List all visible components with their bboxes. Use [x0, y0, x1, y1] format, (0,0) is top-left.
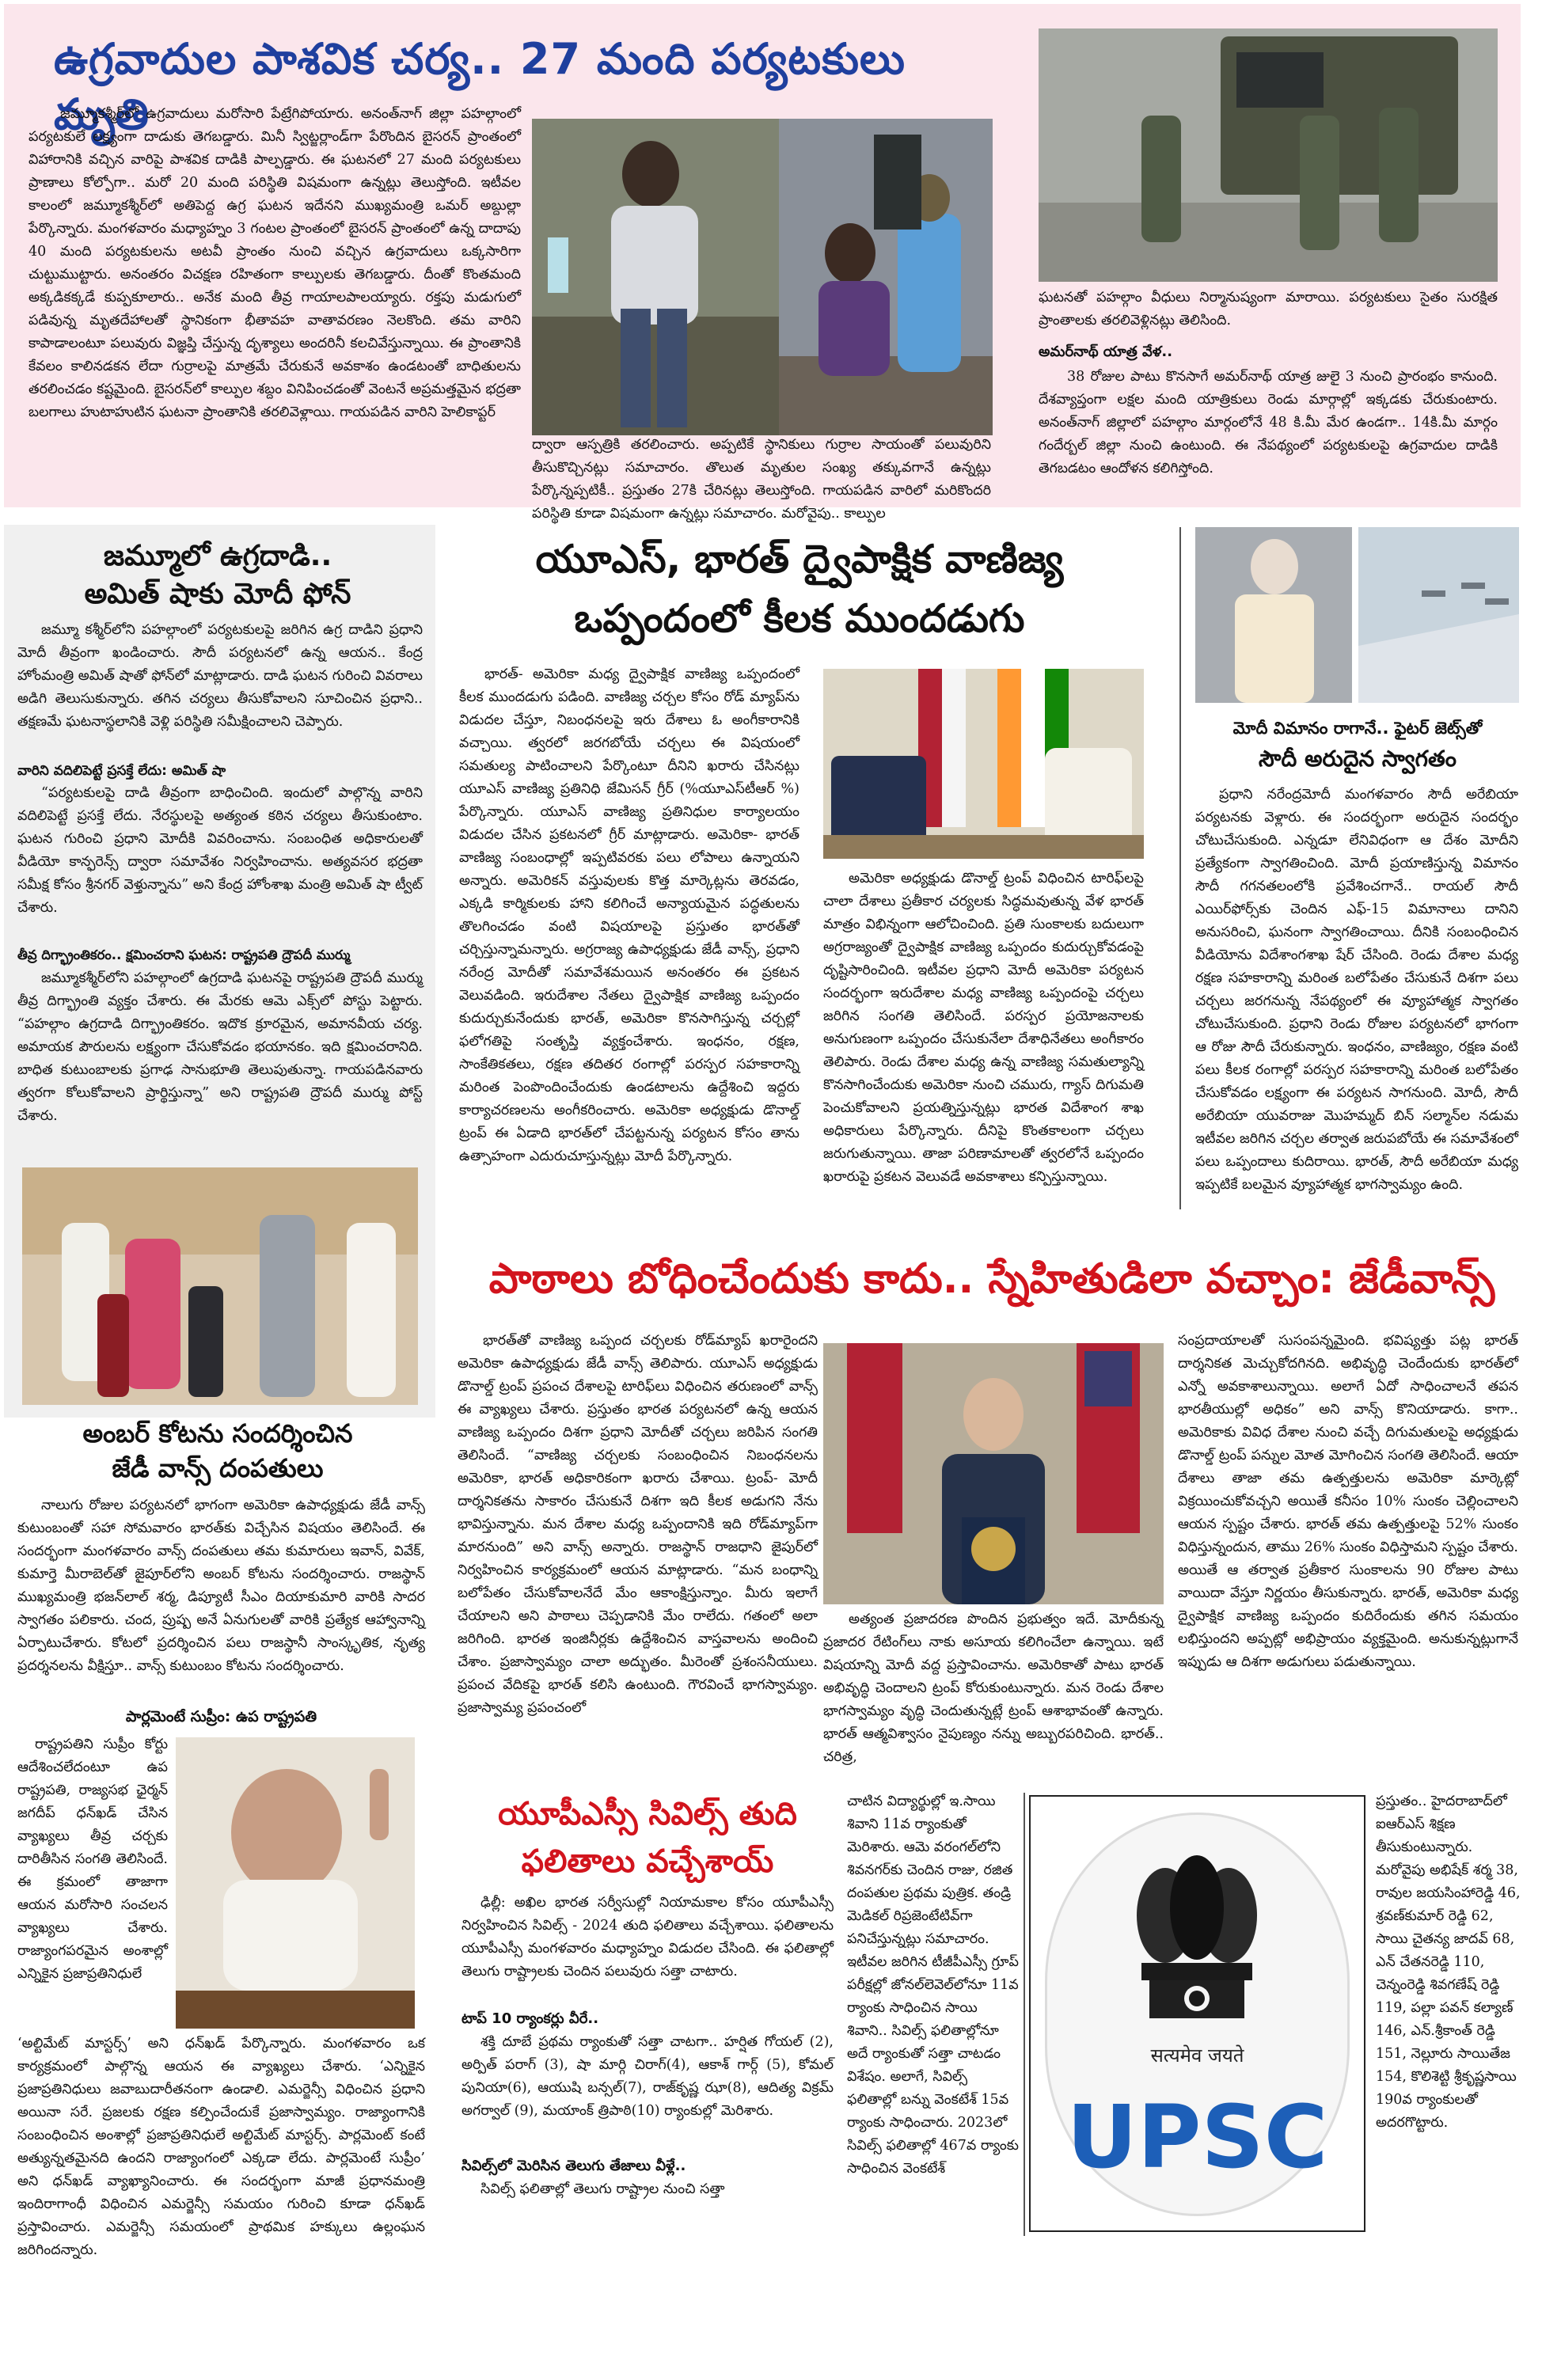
upsc-col3: ప్రస్తుతం.. హైదరాబాద్‌లో ఐఆర్ఎస్ శిక్షణ తీసుకుంటున్నారు. మరోవైపు అభిషేక్ శర్మ 38, రావుల జయసింహారెడ్డి 46, శ్రవణ్‌కుమార్ రెడ్డి 62, సాయి చైతన్య జాదవ్ 68, ఎన్ చేతనరెడ్డి 110, చెన్నంరెడ్డి శివగణేష్ రెడ్డి 119, పల్లా పవన్ కల్యాణ్ 146, ఎన్.శ్రీకాంత్ రెడ్డి 151, నెల్లూరు సాయితేజ 154, కొలిశెట్టి శ్రీకృష్ణసాయి 190వ ర్యాంకులతో అదరగొట్టారు. [1376, 1794, 1521, 2131]
ashoka-emblem-icon [1102, 1844, 1292, 2034]
vance-headline: పాఠాలు బోధించేందుకు కాదు.. స్నేహితుడిలా వచ్చాం: జేడీవాన్స్ [488, 1255, 1495, 1303]
president-subheading: తీవ్ర దిగ్భ్రాంతికరం.. క్షమించరాని ఘటన: రాష్ట్రపతి ద్రౌపదీ ముర్ము [17, 947, 351, 962]
dhankhar-para-1: రాష్ట్రపతిని సుప్రీం కోర్టు ఆదేశించలేదంటూ ఉప రాష్ట్రపతి, రాజ్యసభ ఛైర్మన్ జగదీప్ ధన్‌ఖడ్ చేసిన వ్యాఖ్యలు తీవ్ర చర్చకు దారితీసిన సంగతి తెలిసిందే. ఈ క్రమంలో తాజాగా ఆయన మరోసారి సంచలన వ్యాఖ్యలు చేశారు. రాజ్యాంగపరమైన అంశాల్లో ఎన్నికైన ప్రజాప్రతినిధులే [17, 1737, 168, 1982]
fighter-jets-photo [1358, 527, 1519, 703]
vance-amber-headline-1: అంబర్ కోటను సందర్శించిన [82, 1418, 353, 1448]
president-para: జమ్మూకశ్మీర్‌లోని పహల్గాంలో ఉగ్రదాడి ఘటనపై రాష్ట్రపతి ద్రౌపదీ ముర్ము తీవ్ర దిగ్భ్రాంతి వ్యక్తం చేశారు. ఈ మేరకు ఆమె ఎక్స్‌లో పోస్టు పెట్టారు. “పహల్గాం ఉగ్రదాడి దిగ్భ్రాంతికరం. ఇదొక క్రూరమైన, అమానవీయ చర్య. అమాయక పౌరులను లక్ష్యంగా చేసుకోవడం భయానకం. ఇది క్షమించరానిది. బాధిత కుటుంబాలకు ప్రగాఢ సానుభూతి తెలుపుతున్నా. గాయపడినవారు త్వరగా కోలుకోవాలని ప్రార్థిస్తున్నా” అని రాష్ట్రపతి ద్రౌపదీ ముర్ము పోస్ట్ చేశారు. [17, 970, 423, 1124]
trade-headline-1: యూఎస్, భారత్ ద్వైపాక్షిక వాణిజ్య [535, 537, 1064, 582]
upsc-headline-2: ఫలితాలు వచ్చేశాయ్ [521, 1843, 774, 1880]
upsc-subheading-telugu: సివిల్స్‌లో మెరిసిన తెలుగు తేజాలు వీళ్లే.. [461, 2158, 686, 2174]
dhankhar-para-2: ‘అల్టిమేట్ మాస్టర్స్’ అని ధన్‌ఖడ్ పేర్కొన్నారు. మంగళవారం ఒక కార్యక్రమంలో పాల్గొన్న ఆయన ఈ వ్యాఖ్యలు చేశారు. ‘ఎన్నికైన ప్రజాప్రతినిధులు జవాబుదారీతనంగా ఉండాలి. ఎమర్జెన్సీ విధించిన ప్రధాని అయినా సరే. ప్రజలకు రక్షణ కల్పించేందుకే ప్రజాస్వామ్యం. రాజ్యాంగానికి సంబంధించిన అంశాల్లో ప్రజాప్రతినిధులే అల్టిమేట్ మాస్టర్స్. పార్లమెంట్ కంటే అత్యున్నతమైనది ఉందని రాజ్యాంగంలో ఎక్కడా లేదు. పార్లమెంటే సుప్రీం’ అని ధన్‌ఖడ్ వ్యాఖ్యానించారు. ఈ సందర్భంగా మాజీ ప్రధానమంత్రి ఇందిరాగాంధీ విధించిన ఎమర్జెన్సీ సమయం గురించి కూడా ధన్‌ఖడ్ ప్రస్తావించారు. ఎమర్జెన్సీ సమయంలో ప్రాథమిక హక్కులు ఉల్లంఘన జరిగిందన్నారు. [17, 2036, 425, 2258]
top-photo-injured [532, 119, 779, 435]
upsc-para-3: సివిల్స్ ఫలితాల్లో తెలుగు రాష్ట్రాల నుంచి సత్తా [480, 2181, 725, 2197]
amit-shah-para-2: “పర్యటకులపై దాడి తీవ్రంగా బాధించింది. ఇందులో పాల్గొన్న వారిని వదిలిపెట్టే ప్రసక్తే లేదు. నేరస్థులపై అత్యంత కఠిన చర్యలు తీసుకుంటాం. ఘటన గురించి ప్రధాని మోదీకి వివరించాను. సంబంధిత అధికారులతో వీడియో కాన్ఫరెన్స్ ద్వారా సమావేశం నిర్వహించాను. అత్యవసర భద్రతా సమీక్ష కోసం శ్రీనగర్ వెళ్తున్నాను” అని కేంద్ర హోంశాఖ మంత్రి అమిత్ షా ట్వీట్ చేశారు. [17, 785, 423, 916]
vance-col3: సంప్రదాయాలతో సుసంపన్నమైంది. భవిష్యత్తు పట్ల భారత్ దార్శనికత మెచ్చుకోదగినది. అభివృద్ధి చెందేందుకు భారత్‌లో ఎన్నో అవకాశాలున్నాయి. అలాగే ఏదో సాధించాలనే తపన భారతీయుల్లో అధికం” అని వాన్స్ కొనియాడారు. కాగా.. అమెరికాకు వివిధ దేశాల నుంచి వచ్చే దిగుమతులపై అధ్యక్షుడు డొనాల్డ్ ట్రంప్ పన్నుల మోత మోగించిన సంగతి తెలిసిందే. ఆయా దేశాలు తాజా తమ ఉత్పత్తులను అమెరికా మార్కెట్లో విక్రయించుకోవచ్చని అయితే కనీసం 10% సుంకం చెల్లించాలని ఆయన స్పష్టం చేశారు. భారత్ తమ ఉత్పత్తులపై 52% సుంకం విధిస్తున్నందున, తాము 26% సుంకం విధిస్తామని స్పష్టం చేశారు. అయితే ఆ తర్వాత ప్రతీకార సుంకాలను 90 రోజుల పాటు వాయిదా వేస్తూ నిర్ణయం తీసుకున్నారు. భారత్, అమెరికా మధ్య ద్వైపాక్షిక వాణిజ్య ఒప్పందం కుదిరేందుకు తగిన సమయం లభిస్తుందని అప్పట్లో అభిప్రాయం వ్యక్తమైంది. అనుకున్నట్లుగానే ఇప్పుడు ఆ దిశగా అడుగులు పడుతున్నాయి. [1178, 1333, 1518, 1670]
divider [1024, 1793, 1025, 2236]
top-headline: ఉగ్రవాదుల పాశవిక చర్య.. 27 మంది పర్యటకులు మృతి [54, 34, 906, 139]
trade-headline-2: ఒప్పందంలో కీలక ముందడుగు [574, 596, 1025, 641]
amit-shah-subheading: వారిని వదిలిపెట్టే ప్రసక్తే లేదు: అమిత్ షా [17, 763, 226, 779]
trade-col1: భారత్- అమెరికా మధ్య ద్వైపాక్షిక వాణిజ్య ఒప్పందంలో కీలక ముందడుగు పడింది. వాణిజ్య చర్చల కోసం రోడ్ మ్యాప్‌ను విడుదల చేస్తూ, నిబంధనలపై ఇరు దేశాలు ఓ అంగీకారానికి వచ్చాయి. త్వరలో జరగబోయే చర్చలు ఈ విషయంలో సమతుల్య పాటించాలని పేర్కొంటూ దీనిని ఖరారు చేసినట్లు యూఎస్ వాణిజ్య ప్రతినిధి జేమిసన్ గ్రీర్ (%యూఎస్‌టీఆర్‌ %) పేర్కొన్నారు. యూఎస్ వాణిజ్య ప్రతినిధుల కార్యాలయం విడుదల చేసిన ప్రకటనలో గ్రీర్ మాట్లాడారు. అమెరికా- భారత్ వాణిజ్య సంబంధాల్లో ఇప్పటివరకు పలు లోపాలు ఉన్నాయని అన్నారు. అమెరికన్ వస్తువులకు కొత్త మార్కెట్లను తెరవడం, ఎక్కడి కార్మికులకు హాని కలిగించే అన్యాయమైన పద్ధతులను తొలగించడం వంటి విషయాలపై ప్రస్తుతం భారత్‌తో చర్చిస్తున్నామన్నారు. అగ్రరాజ్య ఉపాధ్యక్షుడు జేడీ వాన్స్, ప్రధాని నరేంద్ర మోదీతో సమావేశమయిన అనంతరం ఈ ప్రకటన వెలువడింది. ఇరుదేశాల నేతలు ద్వైపాక్షిక వాణిజ్య ఒప్పందం కుదుర్చుకునేందుకు భారత్, అమెరికా కొనసాగిస్తున్న చర్చల్లో ఫలోగతిపై సంతృప్తి వ్యక్తంచేశారు. ఇంధనం, రక్షణ, సాంకేతికతలు, రక్షణ తదితర రంగాల్లో పరస్పర సహకారాన్ని మరింత పెంపొందించేందుకు ఉండటాలను ఉద్దేశించి ఇద్దరు కార్యాచరణలను అంగీకరించారు. అమెరికా అధ్యక్షుడు డొనాల్డ్ ట్రంప్ ఈ ఏడాది భారత్‌లో చేపట్టనున్న పర్యటన కోసం తాను ఉత్సాహంగా ఎదురుచూస్తున్నట్లు మోదీ పేర్కొన్నారు. [459, 666, 799, 1164]
vance-family-photo [22, 1167, 418, 1405]
vance-amber-headline-2: జేడీ వాన్స్ దంపతులు [112, 1453, 324, 1483]
upsc-headline-1: యూపీఎస్సీ సివిల్స్ తుది [498, 1796, 797, 1832]
top-photo-woman [779, 119, 993, 435]
vance-amber-para: నాలుగు రోజుల పర్యటనలో భాగంగా అమెరికా ఉపాధ్యక్షుడు జేడీ వాన్స్ కుటుంబంతో సహా సోమవారం భారత్‌కు విచ్చేసిన విషయం తెలిసిందే. ఈ సందర్భంగా మంగళవారం వాన్స్ దంపతులు తమ కుమారులు ఇవాన్, వివేక్, కుమార్తె మీరాబెల్‌తో జైపూర్‌లోని అంబర్ కోటను సందర్శించారు. రాజస్థాన్ ముఖ్యమంత్రి భజన్‌లాల్ శర్మ, డిప్యూటీ సీఎం దియాకుమారి వారికి సాదర స్వాగతం పలికారు. చంద, ప్రుష్ప అనే ఏనుగులతో వారికి ప్రత్యేక ఆహ్వానాన్ని ఏర్పాటుచేశారు. కోటలో ప్రదర్శించిన పలు రాజస్థానీ సాంస్కృతిక, నృత్య ప్రదర్శనలను వీక్షిస్తూ.. వాన్స్ కుటుంబం కోటను సందర్శించారు. [17, 1497, 425, 1674]
modi-greeting-photo [1195, 527, 1352, 703]
modi-vance-meeting-photo [823, 669, 1144, 859]
vance-col2: అత్యంత ప్రజాదరణ పొందిన ప్రభుత్వం ఇదే. మోదీకున్న ప్రజాదర రేటింగ్‌లు నాకు అసూయ కలిగించేలా ఉన్నాయి. ఇటే విషయాన్ని మోదీ వద్ద ప్రస్తావించాను. అమెరికాతో పాటు భారత్ అభివృద్ధి చెందాలని ట్రంప్ కోరుకుంటున్నారు. మన రెండు దేశాల భాగస్వామ్యం వృద్ధి చెందుతున్నట్లే ట్రంప్ ఆశాభావంతో ఉన్నారు. భారత్ ఆత్మవిశ్వాసం నైపుణ్యం నన్ను అబ్బురపరిచింది. భారత్.. చరిత్ర, [823, 1611, 1164, 1765]
upsc-col2: చాటిన విద్యార్థుల్లో ఇ.సాయి శివాని 11వ ర్యాంకుతో మెరిశారు. ఆమె వరంగల్‌లోని శివనగర్‌కు చెందిన రాజు, రజిత దంపతుల ప్రథమ పుత్రిక. తండ్రి మెడికల్ రిప్రజెంటేటివ్‌గా పనిచేస్తున్నట్లు సమాచారం. ఇటీవల జరిగిన టీజీపీఎస్సీ గ్రూప్ పరీక్షల్లో జోనల్‌లెవెల్‌లోనూ 11వ ర్యాంకు సాధించిన సాయి శివాని.. సివిల్స్ ఫలితాల్లోనూ అదే ర్యాంకుతో సత్తా చాటడం విశేషం. అలాగే, సివిల్స్ ఫలితాల్లో బన్ను వెంకటేశ్ 15వ ర్యాంకు సాధించారు. 2023లో సివిల్స్ ఫలితాల్లో 467వ ర్యాంకు సాధించిన వెంకటేశ్ [847, 1794, 1019, 2177]
vance-col1: భారత్‌తో వాణిజ్య ఒప్పంద చర్చలకు రోడ్‌మ్యాప్ ఖరారైందని అమెరికా ఉపాధ్యక్షుడు జేడీ వాన్స్ తెలిపారు. యూఎస్ అధ్యక్షుడు డొనాల్డ్ ట్రంప్ ప్రపంచ దేశాలపై టారిఫ్‌లు విధించిన తరుణంలో వాన్స్ ఈ వ్యాఖ్యలు చేశారు. ప్రస్తుతం భారత పర్యటనలో ఉన్న ఆయన వాణిజ్య ఒప్పందం దిశగా ప్రధాని మోదీతో చర్చలు జరిపిన సంగతి తెలిసిందే. “వాణిజ్య చర్చలకు సంబంధించిన నిబంధనలను అమెరికా, భారత్ అధికారికంగా ఖరారు చేశాయి. ట్రంప్- మోదీ దార్శనికతను సాకారం చేసుకునే దిశగా ఇది కీలక అడుగని నేను భావిస్తున్నాను. మన దేశాల మధ్య ఒప్పందానికి ఇది రోడ్‌మ్యాప్‌గా మారనుంది” అని వాన్స్ అన్నారు. రాజస్థాన్ రాజధాని జైపుర్‌లో నిర్వహించిన కార్యక్రమంలో ఆయన మాట్లాడారు. “మన బంధాన్ని బలోపేతం చేసుకోవాలనేదే మేం ఆకాంక్షిస్తున్నాం. మీరు ఇలాగే చేయాలని అని పాఠాలు చెప్పడానికి మేం రాలేదు. గతంలో అలా జరిగింది. భారత ఇంజినీర్లకు ఉద్దేశించిన వాస్తవాలను అందించి చేశాం. ప్రజాస్వామ్యం చాలా అద్భుతం. మీరెంతో ప్రశంసనీయులు. ప్రపంచ వేదికపై భారత్ కలిసి ఉంటుంది. గౌరవించే భాగస్వామ్యం. ప్రజాస్వామ్య ప్రపంచంలో [458, 1333, 818, 1716]
top-story-col3: ఘటనతో పహల్గాం వీధులు నిర్మానుష్యంగా మారాయి. పర్యటకులు సైతం సురక్షిత ప్రాంతాలకు తరలివెళ్లినట్లు తెలిసింది. [1039, 290, 1498, 328]
vance-speech-photo [823, 1343, 1164, 1604]
amit-shah-headline-1: జమ్మూలో ఉగ్రదాడి.. [103, 540, 332, 572]
top-story-col2: ద్వారా ఆస్పత్రికి తరలించారు. అప్పటికే స్థానికులు గుర్రాల సాయంతో పలువురిని తీసుకొచ్చినట్లు సమాచారం. తొలుత మృతుల సంఖ్య తక్కువగానే ఉన్నట్లు పేర్కొన్నప్పటికీ.. ప్రస్తుతం 27కి చేరినట్లు తెలుస్తోంది. గాయపడిన వారిలో మరికొందరి పరిస్థితి కూడా విషమంగా ఉన్నట్లు సమాచారం. మరోవైపు.. కాల్పుల [532, 437, 991, 522]
dhankhar-photo [176, 1737, 415, 2029]
amit-shah-para-1: జమ్మూ కశ్మీర్‌లోని పహల్గాంలో పర్యటకులపై జరిగిన ఉగ్ర దాడిని ప్రధాని మోదీ తీవ్రంగా ఖండించారు. సౌదీ పర్యటనలో ఉన్న ఆయన.. కేంద్ర హోంమంత్రి అమిత్ షాతో ఫోన్‌లో మాట్లాడారు. దాడి ఘటన గురించి వివరాలు అడిగి తెలుసుకున్నారు. తగిన చర్యలు తీసుకోవాలని సూచించిన ప్రధాని.. తక్షణమే ఘటనాస్థలానికి వెళ్లి పరిస్థితి సమీక్షించాలని చెప్పారు. [17, 622, 423, 730]
upsc-subheading-top10: టాప్ 10 ర్యాంకర్లు వీరే.. [461, 2010, 599, 2027]
upsc-logo-box [1029, 1795, 1365, 2232]
top-story-subheading-amarnath: అమర్‌నాథ్ యాత్ర వేళ.. [1039, 344, 1173, 360]
upsc-logo-circle [1045, 1813, 1350, 2216]
top-photo-soldiers [1039, 28, 1498, 282]
upsc-logo-text: UPSC [1066, 2086, 1328, 2188]
trade-col2: అమెరికా అధ్యక్షుడు డొనాల్డ్ ట్రంప్ విధించిన టారిఫ్‌లపై చాలా దేశాలు ప్రతీకార చర్యలకు సిద్ధమవుతున్న వేళ భారత్ మాత్రం విభిన్నంగా ఆలోచించింది. ప్రతి సుంకాలకు బదులుగా అగ్రరాజ్యంతో ద్వైపాక్షిక వాణిజ్య ఒప్పందం కుదుర్చుకోవడంపై దృష్టిసారించింది. ఇటీవల ప్రధాని మోదీ అమెరికా పర్యటన సందర్భంగా ఇరుదేశాల మధ్య వాణిజ్య ఒప్పందంపై చర్చలు జరిగిన సంగతి తెలిసిందే. పరస్పర ప్రయోజనాలకు అనుగుణంగా ఒప్పందం చేసుకునేలా దేశాధినేతలు అంగీకారం తెలిపారు. రెండు దేశాల మధ్య ఉన్న వాణిజ్య సమతుల్యాన్ని కొనసాగించేందుకు అమెరికా నుంచి చమురు, గ్యాస్ దిగుమతి పెంచుకోవాలని ప్రయత్నిస్తున్నట్లు భారత విదేశాంగ శాఖ అధికారులు పేర్కొన్నారు. దీనిపై కొంతకాలంగా చర్చలు జరుగుతున్నాయి. తాజా పరిణామాలతో త్వరలోనే ఒప్పందం ఖరారుపై ప్రకటన వెలువడే అవకాశాలు కన్పిస్తున్నాయి. [823, 871, 1144, 1185]
modi-saudi-headline-2: సౌదీ అరుదైన స్వాగతం [1259, 746, 1457, 772]
emblem-motto: सत्यमेव जयते [1150, 2044, 1244, 2067]
top-story-col3b: 38 రోజుల పాటు కొనసాగే అమర్‌నాథ్ యాత్ర జులై 3 నుంచి ప్రారంభం కానుంది. దేశవ్యాప్తంగా లక్షల మంది యాత్రికులు రెండు మార్గాల్లో ఇక్కడకు చేరుకుంటారు. అనంత్‌నాగ్ జిల్లాలో పహల్గాం మార్గంలోనే 48 కి.మీ మేర ఉండగా.. 14కి.మీ మార్గం గందేర్బల్ జిల్లా నుంచి ఉంటుంది. ఈ నేపథ్యంలో పర్యటకులపై ఉగ్రవాదుల దాడికి తెగబడటం ఆందోళన కలిగిస్తోంది. [1039, 369, 1498, 476]
upsc-para-1: ఢిల్లీ: అఖిల భారత సర్వీసుల్లో నియామకాల కోసం యూపీఎస్సీ నిర్వహించిన సివిల్స్ - 2024 తుది ఫలితాలు వచ్చేశాయి. ఫలితాలను యూపీఎస్సీ మంగళవారం మధ్యాహ్నం విడుదల చేసింది. ఈ ఫలితాల్లో తెలుగు రాష్ట్రాలకు చెందిన పలువురు సత్తా చాటారు. [461, 1895, 834, 1980]
amit-shah-headline-2: అమిత్ షాకు మోదీ ఫోన్ [84, 578, 351, 610]
dhankhar-subheading: పార్లమెంటే సుప్రీం: ఉప రాష్ట్రపతి [125, 1708, 317, 1725]
divider [1179, 527, 1181, 1209]
modi-saudi-headline-1: మోదీ విమానం రాగానే.. ఫైటర్ జెట్స్‌తో [1232, 719, 1483, 738]
upsc-para-2: శక్తి దూబే ప్రథమ ర్యాంకుతో సత్తా చాటగా.. హర్షిత గోయల్ (2), అర్పిత్ పరాగ్ (3), షా మార్గి చిరాగ్(4), ఆకాశ్ గార్గ్ (5), కోమల్ పునియా(6), ఆయుషి బన్సల్(7), రాజ్‌కృష్ణ ఝా(8), ఆదిత్య విక్రమ్ అగర్వాల్ (9), మయాంక్ త్రిపాఠి(10) ర్యాంకుల్లో మెరిశారు. [461, 2034, 834, 2119]
top-story-col1: జమ్మూకశ్మీర్‌లో ఉగ్రవాదులు మరోసారి పేట్రేగిపోయారు. అనంత్‌నాగ్ జిల్లా పహల్గాంలో పర్యటకులే లక్ష్యంగా దాడుకు తెగబడ్డారు. మినీ స్విట్జర్లాండ్‌గా పేరొందిన బైసరన్ ప్రాంతంలో విహారానికి వచ్చిన వారిపై పాశవిక దాడికి పాల్పడ్డారు. ఈ ఘటనలో 27 మంది పర్యటకులు ప్రాణాలు కోల్పోగా.. మరో 20 మంది పరిస్థితి విషమంగా ఉన్నట్లు తెలుస్తోంది. ఇటీవల కాలంలో జమ్మూకశ్మీర్‌లో అతిపెద్ద ఉగ్ర ఘటన ఇదేనని ముఖ్యమంత్రి ఒమర్ అబ్దుల్లా పేర్కొన్నారు. మంగళవారం మధ్యాహ్నం 3 గంటల ప్రాంతంలో బైసరన్ ప్రాంతంలో ఉన్న దాదాపు 40 మంది పర్యటకులను అటవీ ప్రాంతం నుంచి వచ్చిన ఉగ్రవాదులు ఒక్కసారిగా చుట్టుముట్టారు. అనంతరం విచక్షణ రహితంగా కాల్పులకు తెగబడ్డారు. దీంతో కొంతమంది అక్కడికక్కడే కుప్పకూలారు.. అనేక మంది తీవ్ర గాయాలపాలయ్యారు. రక్తపు మడుగులో పడివున్న మృతదేహాలతో స్థానికంగా భీతావహ వాతావరణం నెలకొంది. తమ వారిని కాపాడాలంటూ పలువురు విజ్ఞప్తి చేస్తున్న దృశ్యాలు అందరినీ కలచివేస్తున్నాయి. ఈ ప్రాంతానికి కేవలం కాలినడకన లేదా గుర్రాలపై మాత్రమే చేరుకునే అవకాశం ఉండటంతో బాధితులను తరలించడం కష్టమైంది. బైసరన్‌లో కాల్పుల శబ్దం వినిపించడంతో వెంటనే అప్రమత్తమైన భద్రతా బలగాలు హుటాహుటిన ఘటనా ప్రాంతానికి తరలివెళ్లాయి. గాయపడిన వారిని హెలికాప్టర్ [28, 106, 521, 420]
modi-saudi-para: ప్రధాని నరేంద్రమోదీ మంగళవారం సౌదీ అరేబియా పర్యటనకు వెళ్లారు. ఈ సందర్భంగా అరుదైన సందర్భం చోటుచేసుకుంది. ఎన్నడూ లేనివిధంగా ఆ దేశం మోదీని ప్రత్యేకంగా స్వాగతించింది. మోదీ ప్రయాణిస్తున్న విమానం సౌదీ గగనతలంలోకి ప్రవేశించగానే.. రాయల్ సౌదీ ఎయిర్‌ఫోర్స్‌కు చెందిన ఎఫ్-15 విమానాలు దానిని అనుసరించి, ఘనంగా స్వాగతించాయి. దీనికి సంబంధించిన వీడియోను విదేశాంగశాఖ షేర్ చేసింది. రెండు దేశాల మధ్య రక్షణ సహకారాన్ని మరింత బలోపేతం చేసుకునే దిశగా పలు చర్చలు జరగనున్న నేపథ్యంలో ఈ వ్యూహాత్మక స్వాగతం చోటుచేసుకుంది. ప్రధాని రెండు రోజుల పర్యటనలో భాగంగా ఆ రోజు సౌదీ చేరుకున్నారు. ఇంధనం, వాణిజ్యం, రక్షణ వంటి పలు కీలక రంగాల్లో పరస్పర సహకారాన్ని మరింత బలోపేతం చేసుకోవడం లక్ష్యంగా ఈ పర్యటన సాగనుంది. మోదీ, సౌదీ అరేబియా యువరాజు మొహమ్మద్ బిన్ సల్మాన్‌ల నడుమ ఇటీవల జరిగిన చర్చల తర్వాత జరుపబోయే ఈ సమావేశంలో పలు ఒప్పందాలు కుదిరాయి. భారత్, సౌదీ అరేబియా మధ్య ఇప్పటికే బలమైన వ్యూహాత్మక భాగస్వామ్యం ఉంది. [1195, 787, 1518, 1193]
